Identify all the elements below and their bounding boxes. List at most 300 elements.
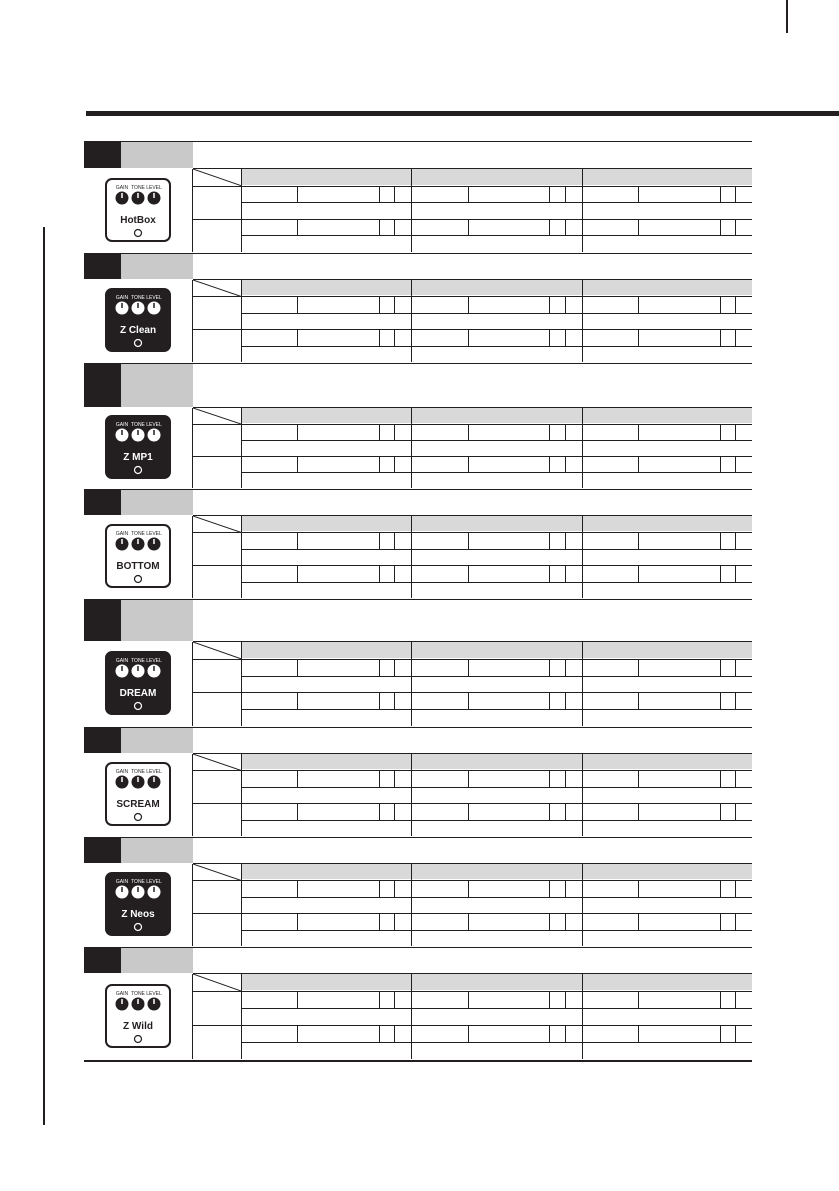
- table-column-divider: [582, 754, 583, 836]
- table-subcell-divider: [394, 296, 395, 312]
- table-label-divider: [241, 516, 242, 598]
- table-subcell-divider: [379, 456, 380, 472]
- effect-number-cell: [84, 490, 121, 515]
- table-subcell-divider: [565, 770, 566, 786]
- column-header-cell: [412, 516, 581, 531]
- pedal-illustration-zneos: [100, 869, 176, 941]
- table-subcell-divider: [297, 424, 298, 440]
- table-subcell-divider: [468, 296, 469, 312]
- table-label-divider: [241, 642, 242, 726]
- pedal-illustration-zwild: [100, 981, 176, 1053]
- side-margin-rule: [43, 227, 45, 1125]
- table-corner-diagonal: [193, 408, 241, 424]
- table-subcell-divider: [468, 456, 469, 472]
- table-row-line: [241, 440, 752, 441]
- pedal-image-area: [84, 754, 192, 836]
- table-subcell-divider: [549, 913, 550, 929]
- table-row-line: [193, 880, 752, 881]
- table-column-divider: [411, 642, 412, 726]
- table-subcell-divider: [638, 1025, 639, 1042]
- table-subcell-divider: [565, 1025, 566, 1042]
- table-column-divider: [411, 280, 412, 362]
- table-subcell-divider: [638, 532, 639, 548]
- table-subcell-divider: [394, 219, 395, 236]
- table-subcell-divider: [394, 424, 395, 440]
- column-header-cell: [583, 864, 752, 879]
- knob-label: LEVEL: [146, 658, 162, 664]
- column-header-cell: [412, 754, 581, 769]
- table-subcell-divider: [638, 991, 639, 1008]
- table-subcell-divider: [297, 803, 298, 819]
- table-subcell-divider: [720, 880, 721, 896]
- effect-name-cell: [121, 490, 193, 515]
- effect-number-cell: [84, 142, 121, 168]
- knob-label: LEVEL: [146, 422, 162, 428]
- table-subcell-divider: [638, 296, 639, 312]
- table-subcell-divider: [394, 770, 395, 786]
- effect-description-cell: [193, 838, 752, 864]
- knob-label: TONE: [131, 295, 145, 301]
- table-subcell-divider: [297, 329, 298, 345]
- table-subcell-divider: [638, 424, 639, 440]
- table-subcell-divider: [297, 186, 298, 203]
- pedal-illustration-zmp1: [100, 412, 176, 484]
- table-subcell-divider: [297, 659, 298, 676]
- knob-label: LEVEL: [146, 295, 162, 301]
- effect-number-cell: [84, 254, 121, 279]
- knob-label: LEVEL: [146, 184, 162, 191]
- table-subcell-divider: [379, 186, 380, 203]
- effect-description-cell: [193, 728, 752, 754]
- pedal-name-label: DREAM: [119, 688, 157, 699]
- pedal-image-area: [84, 169, 192, 252]
- table-subcell-divider: [379, 770, 380, 786]
- table-row-line: [193, 991, 752, 992]
- table-subcell-divider: [379, 803, 380, 819]
- table-subcell-divider: [638, 456, 639, 472]
- pedal-image-area: [84, 864, 192, 946]
- pedal-image-area: [84, 408, 192, 488]
- pedal-name-label: Z Clean: [119, 325, 157, 336]
- knob-label: GAIN: [115, 422, 129, 428]
- column-header-cell: [583, 754, 752, 769]
- header-rule: [86, 111, 839, 116]
- parameter-table: [192, 974, 752, 1059]
- table-row-line: [241, 472, 752, 473]
- table-label-divider: [241, 754, 242, 836]
- table-row-line: [241, 897, 752, 898]
- table-subcell-divider: [565, 880, 566, 896]
- table-subcell-divider: [720, 565, 721, 581]
- table-row-line: [241, 1042, 752, 1043]
- table-row-line: [193, 659, 752, 660]
- knob-label: LEVEL: [146, 531, 162, 537]
- column-header-cell: [583, 408, 752, 423]
- table-subcell-divider: [549, 803, 550, 819]
- effect-block-zmp1: [84, 364, 752, 490]
- table-subcell-divider: [379, 991, 380, 1008]
- parameter-table: [192, 169, 752, 252]
- table-subcell-divider: [638, 803, 639, 819]
- table-row-line: [241, 202, 752, 203]
- knob-label: TONE: [131, 658, 145, 664]
- table-subcell-divider: [735, 803, 736, 819]
- table-subcell-divider: [379, 1025, 380, 1042]
- knob-label: GAIN: [115, 769, 129, 775]
- table-row-line: [193, 770, 752, 771]
- effect-block-zclean: [84, 254, 752, 364]
- table-row-line: [241, 787, 752, 788]
- table-subcell-divider: [468, 186, 469, 203]
- pedal-name-label: Z Neos: [121, 909, 155, 920]
- table-subcell-divider: [549, 991, 550, 1008]
- table-label-divider: [241, 169, 242, 252]
- table-subcell-divider: [565, 296, 566, 312]
- knob-label: GAIN: [115, 531, 129, 537]
- table-subcell-divider: [720, 991, 721, 1008]
- table-subcell-divider: [549, 329, 550, 345]
- table-subcell-divider: [638, 692, 639, 709]
- table-subcell-divider: [379, 565, 380, 581]
- effect-description-cell: [193, 600, 752, 642]
- column-header-cell: [412, 864, 581, 879]
- table-subcell-divider: [549, 424, 550, 440]
- table-subcell-divider: [720, 296, 721, 312]
- effect-block-zdream: [84, 600, 752, 728]
- table-subcell-divider: [468, 532, 469, 548]
- table-row-line: [241, 313, 752, 314]
- column-header-cell: [412, 408, 581, 423]
- table-corner-diagonal: [193, 280, 241, 296]
- table-subcell-divider: [468, 880, 469, 896]
- table-subcell-divider: [565, 991, 566, 1008]
- effect-number-cell: [84, 364, 121, 407]
- table-subcell-divider: [468, 424, 469, 440]
- table-row-line: [241, 549, 752, 550]
- table-subcell-divider: [297, 219, 298, 236]
- table-subcell-divider: [549, 296, 550, 312]
- table-subcell-divider: [565, 803, 566, 819]
- table-row-line: [241, 930, 752, 931]
- table-row-line: [241, 709, 752, 710]
- pedal-image-area: [84, 280, 192, 362]
- table-subcell-divider: [720, 219, 721, 236]
- table-subcell-divider: [297, 913, 298, 929]
- table-subcell-divider: [297, 296, 298, 312]
- column-header-cell: [412, 280, 581, 295]
- knob-label: GAIN: [115, 879, 129, 885]
- table-subcell-divider: [735, 219, 736, 236]
- table-subcell-divider: [394, 803, 395, 819]
- table-subcell-divider: [735, 1025, 736, 1042]
- table-row-line: [241, 235, 752, 236]
- table-subcell-divider: [394, 329, 395, 345]
- table-row-line: [241, 582, 752, 583]
- table-subcell-divider: [735, 770, 736, 786]
- table-column-divider: [411, 754, 412, 836]
- table-subcell-divider: [565, 532, 566, 548]
- table-corner-diagonal: [193, 642, 241, 659]
- table-column-divider: [411, 864, 412, 946]
- pedal-image-area: [84, 642, 192, 726]
- table-subcell-divider: [549, 1025, 550, 1042]
- table-subcell-divider: [379, 880, 380, 896]
- column-header-cell: [412, 974, 581, 990]
- table-subcell-divider: [379, 659, 380, 676]
- table-subcell-divider: [735, 456, 736, 472]
- table-row-line: [193, 913, 752, 914]
- table-row-line: [241, 1008, 752, 1009]
- parameter-sheet: [84, 141, 752, 1062]
- table-subcell-divider: [549, 219, 550, 236]
- pedal-name-label: HotBox: [120, 214, 156, 226]
- pedal-illustration-bottom: [100, 521, 176, 593]
- table-subcell-divider: [638, 329, 639, 345]
- table-subcell-divider: [720, 803, 721, 819]
- table-subcell-divider: [379, 219, 380, 236]
- table-subcell-divider: [379, 692, 380, 709]
- table-subcell-divider: [735, 659, 736, 676]
- table-column-divider: [582, 408, 583, 488]
- table-subcell-divider: [394, 456, 395, 472]
- table-subcell-divider: [379, 296, 380, 312]
- table-subcell-divider: [735, 296, 736, 312]
- table-subcell-divider: [468, 913, 469, 929]
- table-row-line: [193, 532, 752, 533]
- table-column-divider: [411, 974, 412, 1059]
- table-subcell-divider: [297, 532, 298, 548]
- table-subcell-divider: [468, 1025, 469, 1042]
- table-subcell-divider: [565, 219, 566, 236]
- knob-label: TONE: [131, 879, 145, 885]
- table-subcell-divider: [565, 456, 566, 472]
- effect-name-cell: [121, 600, 193, 641]
- table-column-divider: [582, 864, 583, 946]
- table-subcell-divider: [735, 692, 736, 709]
- column-header-cell: [241, 974, 411, 990]
- table-column-divider: [411, 516, 412, 598]
- table-subcell-divider: [297, 565, 298, 581]
- table-subcell-divider: [565, 186, 566, 203]
- pedal-illustration-zclean: [100, 285, 176, 357]
- pedal-image-area: [84, 974, 192, 1059]
- table-subcell-divider: [549, 565, 550, 581]
- pedal-name-label: Z MP1: [123, 452, 153, 463]
- table-row-line: [241, 346, 752, 347]
- column-header-cell: [241, 754, 411, 769]
- knob-label: LEVEL: [146, 879, 162, 885]
- table-column-divider: [582, 280, 583, 362]
- column-header-cell: [241, 169, 411, 185]
- effect-number-cell: [84, 948, 121, 973]
- table-subcell-divider: [549, 659, 550, 676]
- knob-label: TONE: [131, 422, 145, 428]
- effect-number-cell: [84, 838, 121, 863]
- table-subcell-divider: [549, 880, 550, 896]
- table-subcell-divider: [720, 424, 721, 440]
- table-subcell-divider: [379, 532, 380, 548]
- table-subcell-divider: [297, 1025, 298, 1042]
- pedal-image-area: [84, 516, 192, 598]
- effect-block-zscream: [84, 728, 752, 838]
- table-row-line: [193, 803, 752, 804]
- table-subcell-divider: [297, 692, 298, 709]
- table-corner-diagonal: [193, 754, 241, 770]
- pedal-illustration-zscream: [100, 759, 176, 831]
- table-subcell-divider: [720, 329, 721, 345]
- table-subcell-divider: [638, 880, 639, 896]
- table-label-divider: [241, 408, 242, 488]
- table-row-line: [241, 820, 752, 821]
- table-subcell-divider: [735, 424, 736, 440]
- parameter-table: [192, 864, 752, 946]
- effect-name-cell: [121, 142, 193, 168]
- effect-name-cell: [121, 364, 193, 407]
- table-subcell-divider: [735, 913, 736, 929]
- table-subcell-divider: [394, 692, 395, 709]
- effect-description-cell: [193, 364, 752, 408]
- parameter-table: [192, 642, 752, 726]
- pedal-name-label: Z Wild: [123, 1020, 153, 1032]
- parameter-table: [192, 754, 752, 836]
- table-subcell-divider: [549, 692, 550, 709]
- table-subcell-divider: [565, 565, 566, 581]
- table-subcell-divider: [394, 1025, 395, 1042]
- effect-description-cell: [193, 142, 752, 169]
- table-subcell-divider: [394, 565, 395, 581]
- table-row-line: [193, 329, 752, 330]
- table-row-line: [193, 219, 752, 220]
- column-header-cell: [583, 280, 752, 295]
- table-subcell-divider: [735, 186, 736, 203]
- table-row-line: [193, 456, 752, 457]
- effect-name-cell: [121, 838, 193, 863]
- column-header-cell: [583, 516, 752, 531]
- table-subcell-divider: [297, 880, 298, 896]
- table-subcell-divider: [735, 565, 736, 581]
- knob-label: GAIN: [115, 295, 129, 301]
- table-subcell-divider: [638, 770, 639, 786]
- table-subcell-divider: [720, 186, 721, 203]
- effect-number-cell: [84, 600, 121, 641]
- table-subcell-divider: [638, 219, 639, 236]
- knob-label: GAIN: [115, 990, 129, 997]
- table-subcell-divider: [638, 186, 639, 203]
- table-label-divider: [241, 280, 242, 362]
- table-subcell-divider: [394, 991, 395, 1008]
- table-subcell-divider: [720, 770, 721, 786]
- table-subcell-divider: [549, 532, 550, 548]
- column-header-cell: [412, 642, 581, 658]
- effect-block-zwild: [84, 948, 752, 1061]
- table-subcell-divider: [297, 770, 298, 786]
- column-header-cell: [241, 280, 411, 295]
- effect-name-cell: [121, 948, 193, 973]
- effect-number-cell: [84, 728, 121, 753]
- knob-label: TONE: [131, 531, 145, 537]
- effect-description-cell: [193, 948, 752, 974]
- effect-name-cell: [121, 728, 193, 753]
- column-header-cell: [241, 516, 411, 531]
- column-header-cell: [583, 974, 752, 990]
- table-subcell-divider: [638, 565, 639, 581]
- table-subcell-divider: [468, 565, 469, 581]
- parameter-table: [192, 516, 752, 598]
- table-subcell-divider: [735, 991, 736, 1008]
- table-subcell-divider: [549, 456, 550, 472]
- table-subcell-divider: [297, 456, 298, 472]
- table-corner-diagonal: [193, 169, 241, 186]
- effect-block-zneos: [84, 838, 752, 948]
- table-corner-diagonal: [193, 974, 241, 991]
- table-subcell-divider: [379, 329, 380, 345]
- table-subcell-divider: [720, 1025, 721, 1042]
- pedal-illustration-hotbox: [100, 175, 176, 247]
- table-subcell-divider: [379, 424, 380, 440]
- knob-label: GAIN: [115, 658, 129, 664]
- table-row-line: [193, 692, 752, 693]
- effect-description-cell: [193, 254, 752, 280]
- parameter-table: [192, 408, 752, 488]
- table-subcell-divider: [468, 219, 469, 236]
- table-column-divider: [582, 974, 583, 1059]
- table-row-line: [193, 565, 752, 566]
- table-column-divider: [411, 169, 412, 252]
- table-row-line: [193, 1025, 752, 1026]
- knob-label: LEVEL: [146, 769, 162, 775]
- knob-label: TONE: [131, 184, 145, 191]
- knob-label: LEVEL: [146, 990, 162, 997]
- table-row-line: [193, 186, 752, 187]
- knob-label: GAIN: [115, 184, 129, 191]
- column-header-cell: [412, 169, 581, 185]
- table-subcell-divider: [565, 913, 566, 929]
- table-subcell-divider: [468, 770, 469, 786]
- table-subcell-divider: [720, 532, 721, 548]
- table-label-divider: [241, 864, 242, 946]
- table-subcell-divider: [720, 692, 721, 709]
- table-column-divider: [582, 169, 583, 252]
- table-label-divider: [241, 974, 242, 1059]
- effect-block-hotbox: [84, 142, 752, 254]
- table-subcell-divider: [720, 913, 721, 929]
- table-column-divider: [411, 408, 412, 488]
- parameter-table: [192, 280, 752, 362]
- column-header-cell: [583, 169, 752, 185]
- table-subcell-divider: [735, 880, 736, 896]
- knob-label: TONE: [131, 769, 145, 775]
- table-subcell-divider: [638, 913, 639, 929]
- table-subcell-divider: [549, 186, 550, 203]
- table-subcell-divider: [638, 659, 639, 676]
- table-subcell-divider: [735, 329, 736, 345]
- table-subcell-divider: [565, 692, 566, 709]
- pedal-name-label: BOTTOM: [116, 561, 160, 572]
- table-subcell-divider: [468, 692, 469, 709]
- table-subcell-divider: [468, 659, 469, 676]
- table-subcell-divider: [394, 532, 395, 548]
- table-row-line: [241, 676, 752, 677]
- table-subcell-divider: [565, 424, 566, 440]
- table-subcell-divider: [720, 659, 721, 676]
- table-corner-diagonal: [193, 516, 241, 532]
- column-header-cell: [241, 864, 411, 879]
- column-header-cell: [241, 642, 411, 658]
- table-subcell-divider: [468, 329, 469, 345]
- table-subcell-divider: [468, 803, 469, 819]
- column-header-cell: [583, 642, 752, 658]
- effect-name-cell: [121, 254, 193, 279]
